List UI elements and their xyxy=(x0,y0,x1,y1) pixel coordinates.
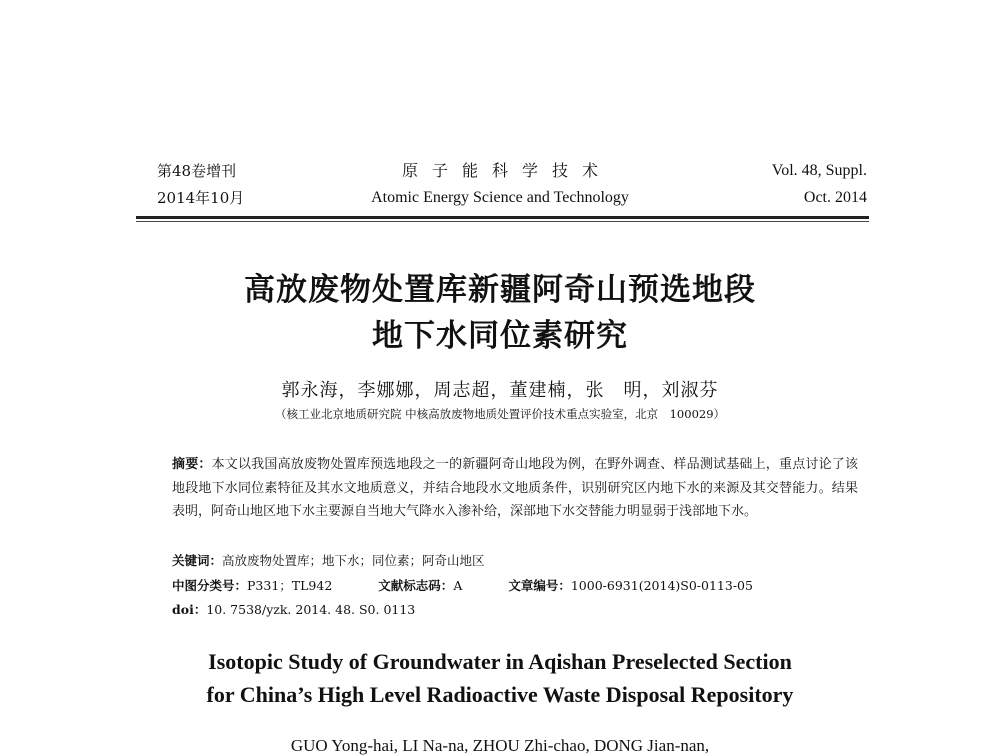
paper-title-cn-line2: 地下水同位素研究 xyxy=(372,318,628,354)
affiliation-cn: （核工业北京地质研究院 中核高放废物地质处置评价技术重点实验室，北京 100029） xyxy=(274,407,726,421)
classification-line xyxy=(172,576,753,594)
journal-volume-en: Vol. 48, Suppl. xyxy=(771,162,867,179)
abstract-cn xyxy=(172,453,858,524)
journal-name-cn: 原子能科学技术 xyxy=(401,161,612,180)
journal-date-cn: 2014年10月 xyxy=(157,189,245,207)
journal-name-en: Atomic Energy Science and Technology xyxy=(371,189,629,206)
paper-title-cn-line1: 高放废物处置库新疆阿奇山预选地段 xyxy=(244,272,756,308)
article-no-label: 文章编号： xyxy=(508,578,571,593)
doi-label: doi： xyxy=(172,602,207,617)
keywords xyxy=(172,551,485,569)
clc-label: 中图分类号： xyxy=(172,578,248,593)
authors-en: GUO Yong-hai, LI Na-na, ZHOU Zhi-chao, DONG Jian-nan, xyxy=(290,736,710,755)
paper-title-en-line2: for China’s High Level Radioactive Waste Disposal Repository xyxy=(206,682,794,707)
clc-value: P331；TL942 xyxy=(247,578,333,593)
authors-cn: 郭永海，李娜娜，周志超，董建楠，张 明，刘淑芬 xyxy=(281,380,719,401)
abstract-text: 本文以我国高放废物处置库预选地段之一的新疆阿奇山地段为例，在野外调查、样品测试基础上，重点讨论了该地段地下水同位素特征及其水文地质意义，并结合地段水文地质条件，识别研究区内地下水的来源及其交替能力。结果表明，阿奇山地区地下水主要源自当地大气降水入渗补给，深部地下水交替能力明显弱于浅部地下水。 xyxy=(172,457,858,519)
abstract-label: 摘要： xyxy=(172,457,212,472)
doc-code-label: 文献标志码： xyxy=(378,578,454,593)
journal-date-en: Oct. 2014 xyxy=(803,189,867,206)
doc-code-value: A xyxy=(453,578,463,593)
doi-line xyxy=(172,600,415,618)
keywords-label: 关键词： xyxy=(172,553,223,568)
doi-value: 10. 7538/yzk. 2014. 48. S0. 0113 xyxy=(206,602,416,617)
paper-title-en-line1: Isotopic Study of Groundwater in Aqishan Preselected Section xyxy=(208,649,792,674)
article-no-value: 1000-6931(2014)S0-0113-05 xyxy=(570,578,753,593)
header-rule-thin xyxy=(136,221,869,222)
header-rule-thick xyxy=(136,216,869,219)
keywords-text: 高放废物处置库；地下水；同位素；阿奇山地区 xyxy=(222,553,485,568)
journal-volume-cn: 第48卷增刊 xyxy=(157,162,237,180)
